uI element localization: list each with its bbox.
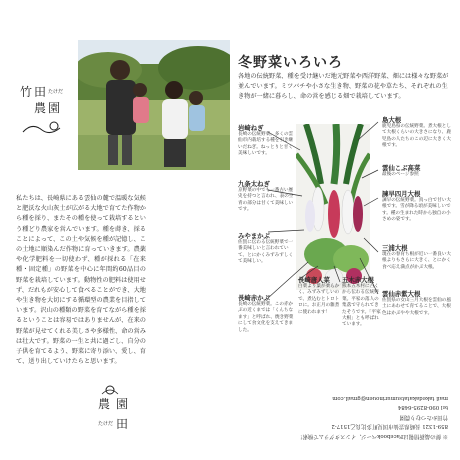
- callout-body: 長崎の伝統野菜。多くの雲仙市内栽培する種を引き継いだねぎ。ねっとりと甘く美味しいです。: [238, 132, 294, 157]
- callout-miura-daikon: [382, 244, 452, 271]
- callout-title: 九条太ねぎ: [238, 180, 270, 188]
- callout-title: 諫早四月大根: [382, 190, 421, 198]
- callout-body: 最後のページ参照: [382, 172, 419, 177]
- callout-goki-akadaikon: [342, 276, 382, 329]
- snail-logo-icon: [100, 384, 120, 396]
- callout-body: 現在の春育ち根が近い一番良い大根よりもさらに大きく、とにかく食べ応え満点がかぶ大根。: [382, 252, 451, 270]
- callout-nagasaki-tojinna: [298, 276, 340, 316]
- callout-title: 岩崎ねぎ: [238, 124, 264, 132]
- contact-tel: tel 090-8295-6484: [397, 404, 448, 411]
- logo-sub: たけだ: [98, 421, 114, 427]
- farm-description: 私たちは、長崎県にある雲仙の麓で温暖な気候と肥沃な火山灰土が広がる大地で育てた作物から種を採り、またその種を使って栽培するという種どり農家を営んでいます。種を蒔き、採ることによって、この土や気候を種が記憶し、この土地に順染んだ作物に育っていきます。農薬や化学肥料を一切使わず、種が採れる「在来種・固定種」の野菜を中心に年間約60品目の野菜を栽培しています。動物性の肥料は使用せず、だれもが安心して食べることができ、大地や生き物を大切にする循環型の農業を目指しています。沢山の種類の野菜を育てながら種を採るということは容易ではありませんが、在来の野菜が見せてくれる美しさや多様性、命の営みは壮大です。野菜の一生と共に過ごし、自分の子供を育てるよう、野菜に寄り添い、愛し、育て、送り出していけたらと思います。: [16, 195, 146, 366]
- logo-char-4: 園: [48, 101, 61, 115]
- callout-title: 五木赤大根: [342, 276, 374, 284]
- callout-title: 雲仙こぶ高菜: [382, 164, 421, 172]
- intro-paragraph: 各地の伝統野菜、種を受け継いだ地元野菜や西洋野菜、畑には様々な野菜が並んでいます。ミツバチや小さな生き物、野菜の花や草たち、それぞれの生き物が一緒に暮らし、命の営を感じる畑で栽培しています。: [238, 73, 449, 100]
- callout-body: 京野菜の中でも一番古い歴史を持つと言われ、表の空青の部分は甘くて美味しいです。: [238, 188, 294, 213]
- callout-miyama-kabu: [238, 232, 296, 266]
- logo-char-1: 竹: [20, 85, 33, 99]
- callout-isahaya-shigatsu-daikon: [382, 190, 452, 224]
- callout-unzen-kobutakana: [382, 164, 452, 178]
- callout-kuzaki-negi: [238, 124, 296, 158]
- contact-address: 859-1321 長崎県雲仙市国見町多比良乙1517-2: [331, 423, 448, 430]
- logo-char-3: 農: [34, 101, 47, 115]
- contact-email: mail takedakatatsumurinouen@gmail.com: [332, 395, 448, 401]
- callout-nagasaki-akakabu: [238, 294, 294, 334]
- callout-body: 佐賀に伝わる伝統野菜で一番美味しいと言われていて、とにかくみずみずしくて美味しい。: [238, 240, 294, 265]
- logo-char-2: 園: [116, 397, 129, 411]
- callout-body: 白菜より葉が柔らかく、みずみずしいので、煮込むとトロトロに。お正月の雑煮に使われます！: [298, 284, 340, 315]
- contact-social: ※ 鮮の最新情報はFacebookページ、インスタグラムで検索！: [297, 433, 448, 439]
- contact-block: [198, 380, 448, 440]
- contact-farm-name: 竹田かたつむり農園: [399, 414, 448, 420]
- callout-title: みやまかぶ: [238, 232, 270, 240]
- callout-title: 長崎赤かぶ: [238, 294, 270, 302]
- callout-body: 諫早の伝統野菜。真っ白で甘い大根です。雪が降る頃が美味しいです。種の生まれた時から独自の小さめの姿です。: [382, 198, 451, 223]
- callout-shima-daikon: [382, 116, 452, 150]
- callout-body: 長崎の伝統野菜。この赤かぶの近くまでは「くんちなます」と呼ばれ、焼き野菜にして食文化を支えてきました。: [238, 302, 294, 333]
- callout-title: 長崎唐人菜: [298, 276, 330, 284]
- logo-sub: たけだ: [48, 89, 64, 95]
- logo-char-1: 農: [98, 397, 111, 411]
- callout-unzen-akamurasaki-daikon: [382, 290, 452, 317]
- callout-body: 佐賀県の女山三月大根を雲仙の風土にあわせて育てることで、大根色はかぶやや大根です。: [382, 298, 451, 316]
- callout-title: 雲仙赤紫大根: [382, 290, 421, 298]
- farm-logo-bottom: [96, 384, 136, 442]
- logo-char-3: 田: [116, 417, 129, 431]
- callout-title: 三浦大根: [382, 244, 408, 252]
- callout-body: 熊本五木村に古くから伝わる伝統野菜。平家の落人の集落で守られてきたそうです。「平家大根」とも呼ばれています。: [342, 284, 381, 328]
- callout-kujo-negi: [238, 180, 296, 214]
- page-title: 冬野菜いろいろ: [238, 55, 343, 71]
- callout-title: 島大根: [382, 116, 402, 124]
- callout-body: 鹿児島県の伝統野菜。煮大根として大根くらいの大きさになり、鹿児島の人たちのこの辺に大きく大根です。: [382, 124, 451, 149]
- logo-char-2: 田: [34, 85, 47, 99]
